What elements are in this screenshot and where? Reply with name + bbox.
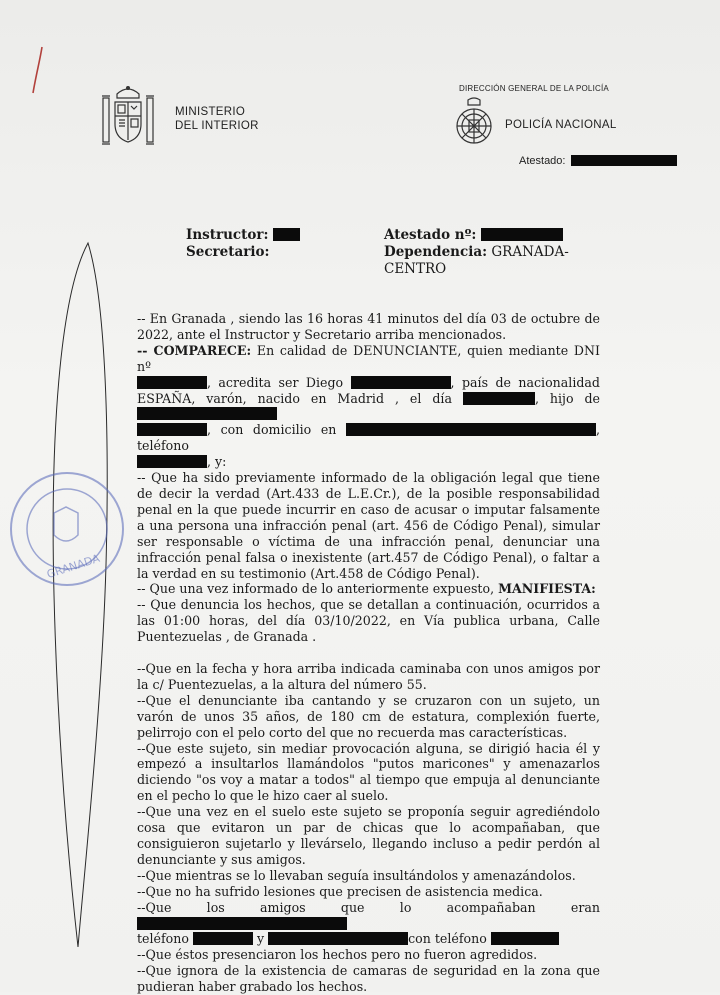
secretario-row: [186, 244, 269, 261]
comparece-text-a: En calidad de DENUNCIANTE, quien mediante DNI nº: [137, 342, 601, 374]
comparece-text-c: , país de nacionalidad ESPAÑA, varón, nacido en Madrid , el día: [137, 374, 600, 406]
direccion-general: DIRECCIÓN GENERAL DE LA POLICÍA: [459, 84, 609, 93]
comparece-text-b: , acredita ser Diego: [207, 374, 344, 390]
atestado-header-label: Atestado:: [519, 155, 566, 167]
comparece-text-d: , hijo de: [534, 390, 600, 406]
coat-of-arms-icon: [97, 84, 159, 150]
redaction-bar: [137, 423, 207, 436]
redaction-bar: [346, 423, 596, 436]
instructor-label: Instructor:: [186, 227, 269, 243]
instructor-row: [186, 227, 300, 244]
redaction-bar: [137, 376, 207, 389]
atestado-number-row: [384, 227, 563, 244]
signature-stroke: [40, 235, 120, 955]
dependencia-row: [384, 244, 584, 278]
atestado-number-label: Atestado nº:: [384, 227, 477, 243]
friends-text-c: y: [256, 931, 265, 947]
redaction-bar: [193, 932, 253, 945]
friends-text-d: con teléfono: [408, 931, 487, 947]
manifiesta-paragraph: [137, 581, 600, 597]
manifiesta-intro: -- Que una vez informado de lo anteriormente expuesto,: [137, 581, 499, 597]
comparece-text-g: , y:: [207, 454, 227, 470]
fact-paragraph-8: --Que ignora de la existencia de camaras de seguridad en la zona que pudieran haber grabado los hechos.: [137, 963, 600, 995]
redaction-bar: [137, 407, 277, 420]
fact-paragraph-1: --Que en la fecha y hora arriba indicada caminaba con unos amigos por la c/ Puentezuelas, a la altura del número 55.: [137, 661, 600, 692]
spacer: [137, 645, 600, 661]
ministry-name: [175, 105, 259, 133]
opening-paragraph: -- En Granada , siendo las 16 horas 41 minutos del día 03 de octubre de 2022, ante el Instructor y Secretario arriba mencionados.: [137, 311, 600, 342]
fact-paragraph-7: --Que éstos presenciaron los hechos pero no fueron agredidos.: [137, 947, 538, 963]
police-badge-icon: [452, 96, 496, 148]
official-stamp-icon: [6, 468, 128, 590]
friends-paragraph: [137, 900, 600, 948]
fact-paragraph-6: --Que no ha sufrido lesiones que precisen de asistencia medica.: [137, 883, 543, 899]
comparece-text-e: , con domicilio en: [207, 422, 337, 438]
friends-text-a: --Que los amigos que lo acompañaban eran: [137, 899, 600, 915]
redaction-bar: [571, 155, 677, 166]
dependencia-value-1: GRANADA-: [491, 244, 569, 260]
ministry-line-1: MINISTERIO: [175, 106, 246, 118]
atestado-header: [519, 155, 677, 167]
comparece-label: -- COMPARECE:: [137, 342, 252, 358]
fact-paragraph-5: --Que mientras se lo llevaban seguía insultándolos y amenazándolos.: [137, 867, 576, 883]
dependencia-value-2: CENTRO: [384, 261, 447, 277]
redaction-bar: [268, 932, 408, 945]
comparece-text-f: , teléfono: [137, 422, 600, 454]
redaction-bar: [137, 455, 207, 468]
friends-text-b: teléfono: [137, 931, 189, 947]
declaration-body: [137, 311, 600, 995]
redaction-bar: [491, 932, 559, 945]
policia-nacional-label: POLICÍA NACIONAL: [505, 119, 617, 131]
fact-paragraph-4: --Que una vez en el suelo este sujeto se proponía seguir agrediéndolo cosa que evitaron un par de chicas que lo acompañaban, que consiguieron sujetarlo y llevárselo, llegando incluso a pedir perdón al denunciante y sus amigos.: [137, 804, 600, 867]
red-pen-mark: [30, 45, 46, 95]
manifiesta-label: MANIFIESTA:: [498, 581, 596, 597]
comparece-paragraph: [137, 343, 600, 470]
stamp-text: GRANADA: [45, 551, 102, 582]
denuncia-paragraph: -- Que denuncia los hechos, que se detallan a continuación, ocurridos a las 01:00 horas, del día 03/10/2022, en Vía publica urbana, Calle Puentezuelas , de Granada .: [137, 597, 600, 645]
dependencia-label: Dependencia:: [384, 244, 488, 260]
redaction-bar: [273, 228, 300, 241]
legal-warning-paragraph: -- Que ha sido previamente informado de la obligación legal que tiene de decir la verdad (Art.433 de L.E.Cr.), de la posible responsabilidad penal en la que puede incurrir en caso de acusar o imputar falsamente a una persona una infracción penal (art. 456 de Código Penal), simular ser responsable o víctima de una infracción penal, denunciar una infracción penal falsa o inexistente (art.457 de Código Penal), o faltar a la verdad en su testimonio (Art.458 de Código Penal).: [137, 470, 600, 581]
fact-paragraph-2: --Que el denunciante iba cantando y se cruzaron con un sujeto, un varón de unos 35 años, de 180 cm de estatura, complexión fuerte, pelirrojo con el pelo corto del que no recuerda mas características.: [137, 692, 600, 740]
secretario-label: Secretario:: [186, 244, 270, 260]
ministry-line-2: DEL INTERIOR: [175, 120, 259, 132]
redaction-bar: [481, 228, 563, 241]
redaction-bar: [351, 376, 451, 389]
redaction-bar: [463, 392, 535, 405]
fact-paragraph-3: --Que este sujeto, sin mediar provocación alguna, se dirigió hacia él y empezó a insultarlos llamándolos "putos maricones" y amenazarlos diciendo "os voy a matar a todos" al tiempo que empuja al denunciante en el pecho lo que le hizo caer al suelo.: [137, 740, 600, 804]
redaction-bar: [137, 917, 347, 930]
